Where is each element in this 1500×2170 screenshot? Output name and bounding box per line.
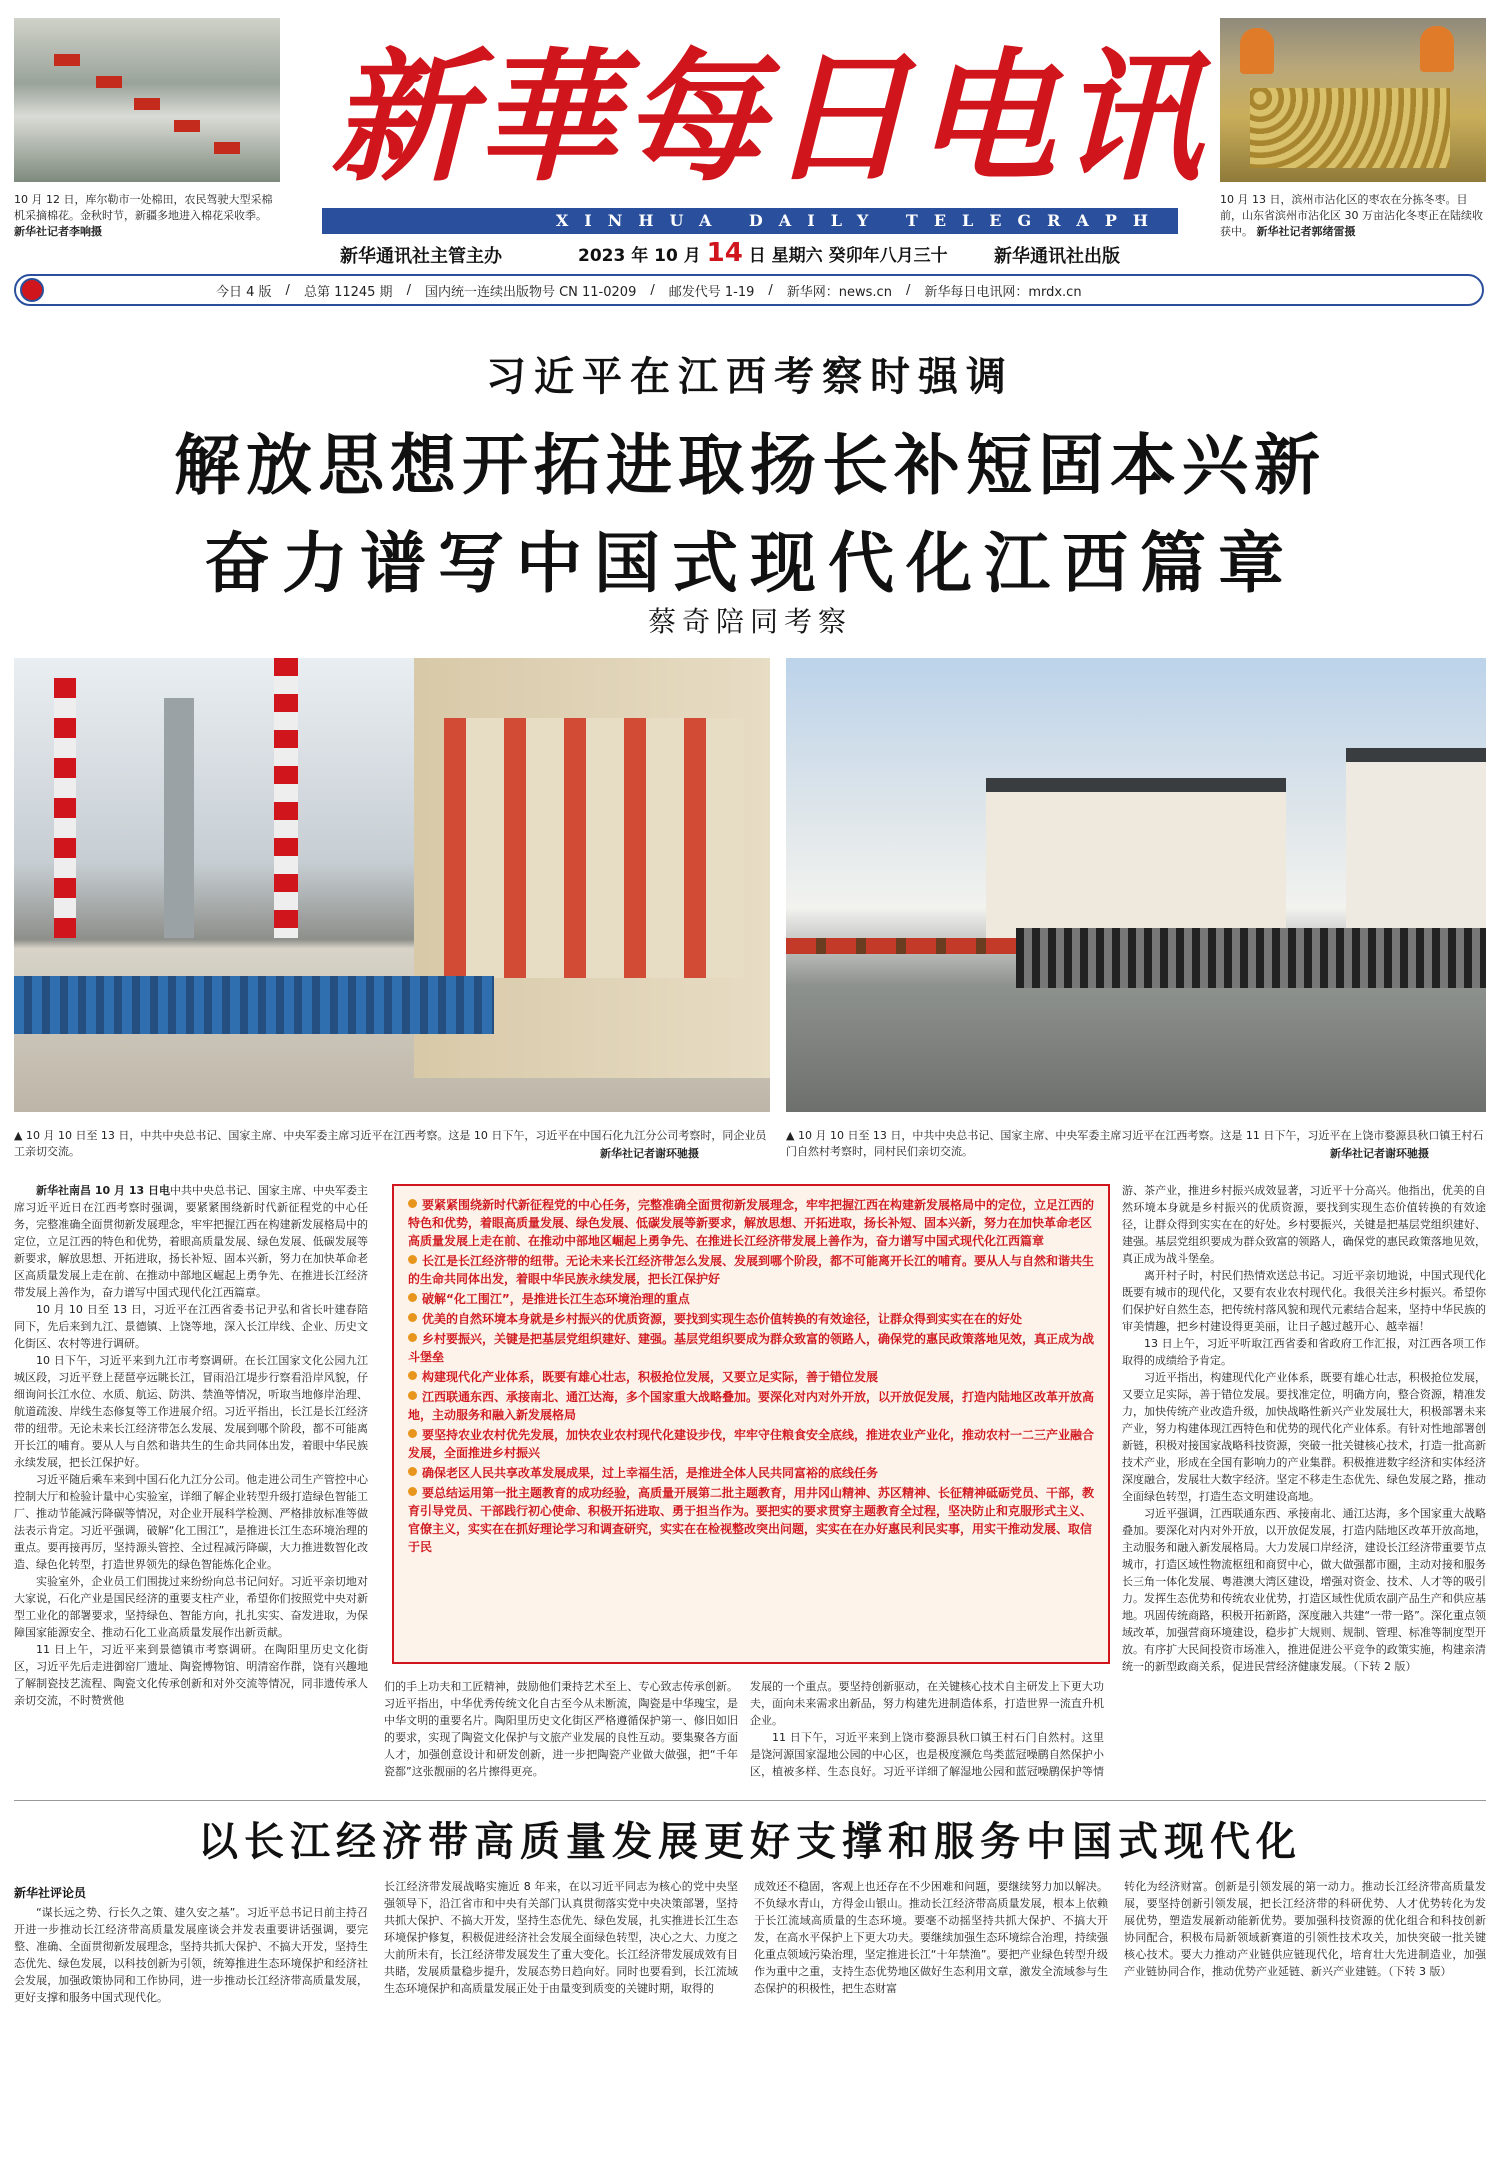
- key-point-text: 要紧紧围绕新时代新征程党的中心任务，完整准确全面贯彻新发展理念，牢牢把握江西在构建新发展格局中的定位，立足江西的特色和优势，着眼高质量发展、绿色发展、低碳发展等新要求，解放思想、开拓进取，扬长补短、固本兴新，努力在加快革命老区高质量发展上走在前、在推动中部地区崛起上勇争先、在推进长江经济带发展上善作为，奋力谱写中国式现代化江西篇章: [408, 1198, 1095, 1248]
- masthead-sponsor: 新华通讯社主管主办: [340, 246, 502, 267]
- commentary-column-1: [14, 1904, 368, 2154]
- date-prefix: 2023 年 10 月: [578, 246, 701, 266]
- issue-info-item: 新华每日电讯网：mrdx.cn: [924, 284, 1082, 300]
- headline-sub: 蔡奇陪同考察: [647, 605, 852, 638]
- photo-refinery: [14, 658, 770, 1112]
- paragraph-text: 10 月 10 日至 13 日，习近平在江西省委书记尹弘和省长叶建春陪同下，先后来到九江、景德镇、上饶等地，深入长江岸线、企业、历史文化街区、农村等进行调研。: [14, 1303, 368, 1350]
- commentary-paragraph: “谋长远之势、行长久之策、建久安之基”。习近平总书记日前主持召开进一步推动长江经济带高质量发展座谈会并发表重要讲话强调，要完整、准确、全面贯彻新发展理念，坚持共抓大保护、不搞大开发，坚持生态优先、绿色发展，以科技创新为引领，统筹推进生态环境保护和经济社会发展，加强政策协同和工作协同，进一步推动长江经济带高质量发展，更好支撑和服务中国式现代化。: [14, 1906, 368, 2004]
- photo-refinery-caption: ▲ 10 月 10 日至 13 日，中共中央总书记、国家主席、中央军委主席习近平在江西考察。这是 10 日下午，习近平在中国石化九江分公司考察时，同企业员工亲切交流。: [14, 1129, 767, 1158]
- bullet-dot-icon: [408, 1467, 417, 1476]
- cotton-harvest-photo: [14, 18, 280, 182]
- article-paragraph: [384, 1678, 738, 1780]
- bullet-dot-icon: [408, 1199, 417, 1208]
- commentary-column-3: [754, 1878, 1108, 2154]
- issue-info-items: [216, 276, 1462, 304]
- article-paragraph: [1122, 1369, 1486, 1505]
- issue-info-item: 邮发代号 1-19: [668, 284, 755, 300]
- date-suffix: 日 星期六 癸卯年八月三十: [748, 246, 948, 266]
- key-point-text: 构建现代化产业体系，既要有雄心壮志，积极抢位发展，又要立足实际，善于错位发展: [422, 1370, 879, 1384]
- divider-line: [14, 1800, 1486, 1801]
- article-column-2: [384, 1678, 738, 1782]
- article-paragraph: [750, 1729, 1104, 1782]
- headline-main-line1: 解放思想开拓进取扬长补短固本兴新: [174, 426, 1326, 504]
- commentary-headline: 以长江经济带高质量发展更好支撑和服务中国式现代化: [198, 1818, 1302, 1865]
- bar-separator: /: [285, 282, 290, 298]
- ear-right-credit: 新华社记者郭绪雷摄: [1256, 225, 1356, 238]
- key-point-text: 长江是长江经济带的纽带。无论未来长江经济带怎么发展、发展到哪个阶段，都不可能离开长江的哺育。要从人与自然和谐共生的生命共同体出发，着眼中华民族永续发展，把长江保护好: [408, 1254, 1095, 1286]
- commentary-paragraph: 转化为经济财富。创新是引领发展的第一动力。推动长江经济带高质量发展，要坚持创新引领发展，把长江经济带的科研优势、人才优势转化为发展优势，塑造发展新动能新优势。要加强科技资源的优化组合和科技创新协同配合，积极布局新领域新赛道的引领性技术攻关，加快突破一批关键核心技术。要大力推动产业链供应链现代化，培育壮大先进制造业，加强产业链协同合作，推动优势产业延链、新兴产业建链。（下转 3 版）: [1124, 1880, 1486, 1978]
- bullet-dot-icon: [408, 1487, 417, 1496]
- key-points-box: [392, 1184, 1110, 1664]
- masthead-publisher: 新华通讯社出版: [994, 246, 1120, 267]
- key-point-item: [408, 1310, 1094, 1328]
- commentary-byline: 新华社评论员: [14, 1886, 87, 1900]
- date-day: 14: [706, 238, 743, 268]
- key-point-text: 优美的自然环境本身就是乡村振兴的优质资源，要找到实现生态价值转换的有效途径，让群众得到实实在在的好处: [422, 1312, 1023, 1326]
- key-point-item: [408, 1368, 1094, 1386]
- photo-village-caption: ▲ 10 月 10 日至 13 日，中共中央总书记、国家主席、中央军委主席习近平在江西考察。这是 11 日下午，习近平在上饶市婺源县秋口镇王村石门自然村考察时，同村民们亲切交流。: [786, 1129, 1484, 1158]
- article-paragraph: [1122, 1182, 1486, 1267]
- article-paragraph: [1122, 1505, 1486, 1675]
- bullet-dot-icon: [408, 1313, 417, 1322]
- dateline: 新华社南昌 10 月 13 日电: [36, 1184, 170, 1197]
- article-paragraph: [14, 1182, 368, 1301]
- key-point-item: [408, 1426, 1094, 1462]
- key-point-item: [408, 1484, 1094, 1556]
- xinhua-logo-icon: [20, 278, 44, 302]
- bar-separator: /: [406, 282, 411, 298]
- headline-main-line2: 奋力谱写中国式现代化江西篇章: [204, 524, 1296, 602]
- key-point-text: 江西联通东西、承接南北、通江达海，多个国家重大战略叠加。要深化对内对外开放，以开放促发展，打造内陆地区改革开放高地，主动服务和融入新发展格局: [408, 1390, 1095, 1422]
- article-paragraph: [384, 1780, 738, 1782]
- ear-left-credit: 新华社记者李响摄: [14, 225, 102, 238]
- jujube-sorting-photo: [1220, 18, 1486, 182]
- key-point-text: 确保老区人民共享改革发展成果，过上幸福生活，是推进全体人民共同富裕的底线任务: [422, 1466, 879, 1480]
- key-point-text: 破解“化工围江”，是推进长江生态环境治理的重点: [422, 1292, 690, 1306]
- article-paragraph: [750, 1678, 1104, 1729]
- paragraph-text: 习近平指出，构建现代化产业体系，既要有雄心壮志，积极抢位发展，又要立足实际，善于错位发展。要找准定位，明确方向，整合资源，精准发力，加快传统产业改造升级，加快战略性新兴产业发展壮大，积极部署未来产业，努力构建体现江西特色和优势的现代化产业体系。有针对性地部署创新链，积极对接国家战略科技资源，突破一批关键核心技术，打造一批高新技术产业，形成在全国有影响力的产业集群。积极推进数字经济和实体经济深度融合，发展壮大数字经济。坚定不移走生态优先、绿色发展之路，推动全面绿色转型，打造生态文明建设高地。: [1122, 1371, 1486, 1503]
- commentary-column-2: [384, 1878, 738, 2154]
- paragraph-text: 中共中央总书记、国家主席、中央军委主席习近平近日在江西考察时强调，要紧紧围绕新时代新征程党的中心任务，完整准确全面贯彻新发展理念，牢牢把握江西在构建新发展格局中的定位，立足江西的特色和优势，着眼高质量发展、绿色发展、低碳发展等新要求，解放思想、开拓进取，扬长补短、固本兴新，努力在加快革命老区高质量发展上走在前、在推动中部地区崛起上勇争先、在推进长江经济带发展上善作为，奋力谱写中国式现代化江西篇章。: [14, 1184, 368, 1299]
- paragraph-text: 实验室外，企业员工们围拢过来纷纷向总书记问好。习近平亲切地对大家说，石化产业是国民经济的重要支柱产业，希望你们按照党中央对新型工业化的部署要求，坚持绿色、智能方向，扎扎实实、奋发进取，为保障国家能源安全、推动石化工业高质量发展作出新贡献。: [14, 1575, 368, 1639]
- paragraph-text: 游、茶产业，推进乡村振兴成效显著，习近平十分高兴。他指出，优美的自然环境本身就是乡村振兴的优质资源，要找到实现生态价值转换的有效途径，让群众得到实实在在的好处。乡村要振兴，关键是把基层党组织建好、建强。基层党组织要成为群众致富的领路人，确保党的惠民政策落地见效，真正成为战斗堡垒。: [1122, 1184, 1486, 1265]
- paragraph-text: 离开村子时，村民们热情欢送总书记。习近平亲切地说，中国式现代化既要有城市的现代化，又要有农业农村现代化。我很关注乡村振兴。希望你们保护好自然生态，把传统村落风貌和现代元素结合起来，坚持中华民族的审美情趣，把乡村建设得更美丽，让日子越过越开心、越幸福！: [1122, 1269, 1486, 1333]
- bullet-dot-icon: [408, 1429, 417, 1438]
- article-paragraph: [14, 1471, 368, 1573]
- article-paragraph: [14, 1641, 368, 1709]
- key-point-item: [408, 1388, 1094, 1424]
- key-point-item: [408, 1252, 1094, 1288]
- paragraph-text: 发展的一个重点。要坚持创新驱动，在关键核心技术自主研发上下更大功夫，面向未来需求出新品，努力构建先进制造体系，打造世界一流直升机企业。: [750, 1680, 1104, 1727]
- key-point-text: 要总结运用第一批主题教育的成功经验，高质量开展第二批主题教育，用井冈山精神、苏区精神、长征精神砥砺党员、干部，教育引导党员、干部践行初心使命、积极开拓进取、勇于担当作为。要把实的要求贯穿主题教育全过程，坚决防止和克服形式主义、官僚主义，实实在在抓好理论学习和调查研究，实实在在检视整改突出问题，实实在在办好惠民利民实事，用实干推动发展、取信于民: [408, 1486, 1095, 1554]
- issue-info-item: 今日 4 版: [216, 284, 272, 300]
- article-paragraph: [14, 1352, 368, 1471]
- article-column-3: [750, 1678, 1104, 1782]
- article-paragraph: [1122, 1267, 1486, 1335]
- issue-info-item: 总第 11245 期: [303, 284, 393, 300]
- ear-left: [14, 18, 280, 258]
- photo-village-credit: 新华社记者谢环驰摄: [1330, 1147, 1429, 1160]
- commentary-column-4: [1124, 1878, 1486, 2154]
- masthead-english: XINHUA DAILY TELEGRAPH: [555, 211, 1164, 230]
- photo-refinery-credit: 新华社记者谢环驰摄: [600, 1147, 699, 1160]
- photo-village: [786, 658, 1486, 1112]
- article-column-1: [14, 1182, 368, 1782]
- ear-right-caption: 10 月 13 日，滨州市沾化区的枣农在分拣冬枣。目前，山东省滨州市沾化区 30 万亩沾化冬枣正在陆续收获中。: [1220, 193, 1483, 238]
- headline-kicker: 习近平在江西考察时强调: [486, 354, 1014, 400]
- paragraph-text: 10 日下午，习近平来到九江市考察调研。在长江国家文化公园九江城区段，习近平登上琵琶亭远眺长江，冒雨沿江堤步行察看沿岸风貌，仔细询问长江水位、水质、航运、防洪、禁渔等情况，听取当地修岸治理、航道疏浚、岸线生态修复等工作进展介绍。习近平指出，长江是长江经济带的纽带。无论未来长江经济带怎么发展、发展到哪个阶段，都不可能离开长江的哺育。要从人与自然和谐共生的生命共同体出发，着眼中华民族永续发展，把长江保护好。: [14, 1354, 368, 1469]
- commentary-paragraph: 成效还不稳固，客观上也还存在不少困难和问题，要继续努力加以解决。不负绿水青山，方得金山银山。推动长江经济带高质量发展，根本上依赖于长江流域高质量的生态环境。要毫不动摇坚持共抓大保护、不搞大开发，在高水平保护上下更大功夫。要继续加强生态环境综合治理，持续强化重点领域污染治理，坚定推进长江“十年禁渔”。要把产业绿色转型升级作为重中之重，支持生态优势地区做好生态利用文章，激发全流域参与生态保护的积极性，把生态财富: [754, 1880, 1108, 1995]
- bullet-dot-icon: [408, 1371, 417, 1380]
- bullet-dot-icon: [408, 1333, 417, 1342]
- issue-info-bar: [14, 274, 1484, 306]
- ear-right: [1220, 18, 1486, 258]
- paragraph-text: 11 日上午，习近平来到景德镇市考察调研。在陶阳里历史文化街区，习近平先后走进御窑厂遗址、陶瓷博物馆、明清窑作群，饶有兴趣地了解制瓷技艺流程、陶瓷文化传承创新和对外交流等情况，同非遗传承人亲切交流，不时赞赏他: [14, 1643, 368, 1707]
- masthead-date: [578, 238, 948, 268]
- commentary-paragraph: 长江经济带发展战略实施近 8 年来，在以习近平同志为核心的党中央坚强领导下，沿江省市和中央有关部门认真贯彻落实党中央决策部署，坚持共抓大保护、不搞大开发，坚持生态优先、绿色发展，扎实推进长江生态环境保护修复，积极促进经济社会发展全面绿色转型，决心之大、力度之大前所未有，长江经济带发展发生了重大变化。长江经济带发展成效有目共睹，发展质量稳步提升，发展态势日趋向好。同时也要看到，长江流域生态环境保护和高质量发展正处于由量变到质变的关键时期，取得的: [384, 1880, 738, 1995]
- key-point-item: [408, 1290, 1094, 1308]
- masthead-title: 新華每日电讯: [330, 35, 1206, 201]
- article-paragraph: [1122, 1335, 1486, 1369]
- paragraph-text: 们的手上功夫和工匠精神，鼓励他们秉持艺术至上、专心致志传承创新。习近平指出，中华优秀传统文化自古至今从未断流，陶瓷是中华瑰宝，是中华文明的重要名片。陶阳里历史文化街区严格遵循保护第一、修旧如旧的要求，实现了陶瓷文化保护与文旅产业发展的良性互动。要集聚各方面人才，加强创意设计和研发创新，进一步把陶瓷产业做大做强，把“千年瓷都”这张靓丽的名片擦得更亮。: [384, 1680, 738, 1778]
- bullet-dot-icon: [408, 1255, 417, 1264]
- paragraph-text: 习近平强调，江西联通东西、承接南北、通江达海，多个国家重大战略叠加。要深化对内对外开放，以开放促发展，打造内陆地区改革开放高地，主动服务和融入新发展格局。大力发展口岸经济，建设长江经济带重要节点城市，打造区域性物流枢纽和商贸中心，做大做强都市圈，主动对接和服务长三角一体化发展、粤港澳大湾区建设，增强对资金、技术、人才等的吸引力。发挥生态优势和传统农业优势，打造区域性优质农副产品生产和供应基地。巩固传统商路，积极开拓新路，深度融入共建“一带一路”。深化重点领域改革，加强营商环境建设，稳步扩大规则、规制、管理、标准等制度型开放。有序扩大民间投资市场准入，推进促进公平竞争的政策实施，构建亲清统一的新型政商关系，促进民营经济健康发展。（下转 2 版）: [1122, 1507, 1486, 1673]
- paragraph-text: 13 日上午，习近平听取江西省委和省政府工作汇报，对江西各项工作取得的成绩给予肯定。: [1122, 1337, 1486, 1367]
- key-point-text: 乡村要振兴，关键是把基层党组织建好、建强。基层党组织要成为群众致富的领路人，确保党的惠民政策落地见效，真正成为战斗堡垒: [408, 1332, 1095, 1364]
- ear-left-caption: 10 月 12 日，库尔勒市一处棉田，农民驾驶大型采棉机采摘棉花。金秋时节，新疆多地进入棉花采收季。: [14, 193, 273, 222]
- paragraph-text: 11 日下午，习近平来到上饶市婺源县秋口镇王村石门自然村。这里是饶河源国家湿地公园的中心区，也是极度濒危鸟类蓝冠噪鹛自然保护小区，植被多样、生态良好。习近平详细了解湿地公园和蓝冠噪鹛保护等情: [750, 1731, 1104, 1778]
- bar-separator: /: [905, 282, 911, 298]
- masthead-english-bar: [322, 208, 1178, 234]
- article-paragraph: [14, 1573, 368, 1641]
- bar-separator: /: [768, 282, 773, 298]
- issue-info-item: 国内统一连续出版物号 CN 11-0209: [424, 284, 637, 300]
- bullet-dot-icon: [408, 1391, 417, 1400]
- bar-separator: /: [650, 282, 655, 298]
- key-point-item: [408, 1464, 1094, 1482]
- key-point-text: 要坚持农业农村优先发展，加快农业农村现代化建设步伐，牢牢守住粮食安全底线，推进农业产业化，推动农村一二三产业融合发展，全面推进乡村振兴: [408, 1428, 1095, 1460]
- key-point-item: [408, 1196, 1094, 1250]
- key-point-item: [408, 1330, 1094, 1366]
- key-points-list: [408, 1196, 1094, 1556]
- bullet-dot-icon: [408, 1293, 417, 1302]
- paragraph-text: 习近平随后乘车来到中国石化九江分公司。他走进公司生产管控中心控制大厅和检验计量中心实验室，详细了解企业转型升级打造绿色智能工厂、推动节能减污降碳等情况，对企业开展科学检测、严格排放标准等做法表示肯定。习近平强调，破解“化工围江”，是推进长江生态环境治理的重点。要再接再厉，坚持源头管控、全过程减污降碳，大力推进数智化改造、绿色化转型，打造世界领先的绿色智能炼化企业。: [14, 1473, 368, 1571]
- issue-info-item: 新华网：news.cn: [786, 284, 892, 300]
- article-column-4: [1122, 1182, 1486, 1782]
- article-paragraph: [14, 1301, 368, 1352]
